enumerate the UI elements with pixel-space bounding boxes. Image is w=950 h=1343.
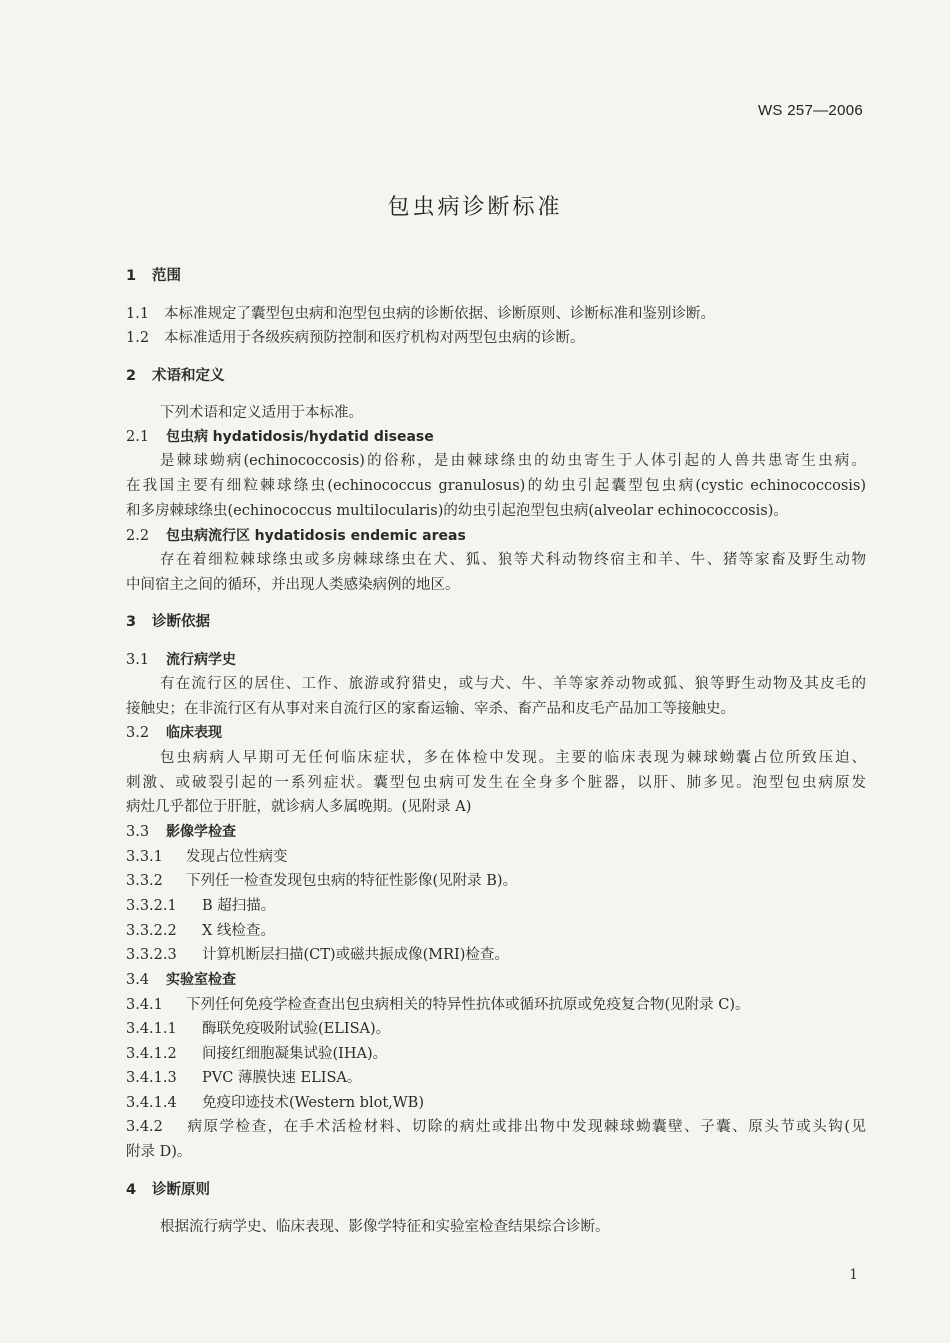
section-1-heading: 1 范围	[126, 268, 181, 284]
section-2-intro: 下列术语和定义适用于本标准。	[160, 405, 363, 421]
clause-3-2-body-line: 包虫病病人早期可无任何临床症状，多在体检中发现。主要的临床表现为棘球蚴囊占位所致压迫、	[160, 750, 866, 766]
clause-3-2-body-line: 病灶几乎都位于肝脏，就诊病人多属晚期。(见附录 A)	[126, 799, 472, 815]
clause-3-3-2-2: 3.3.2.2 X 线检查。	[126, 923, 275, 939]
clause-3-4: 3.4 实验室检查	[126, 972, 236, 988]
section-3-heading: 3 诊断依据	[126, 614, 210, 630]
clause-3-1-body-line: 有在流行区的居住、工作、旅游或狩猎史，或与犬、牛、羊等家养动物或狐、狼等野生动物及其皮毛的	[160, 676, 866, 692]
clause-3-3: 3.3 影像学检查	[126, 824, 236, 840]
clause-2-1-body-line: 是棘球蚴病(echinococcosis)的俗称，是由棘球绦虫的幼虫寄生于人体引起的人兽共患寄生虫病。	[160, 453, 866, 469]
clause-3-4-1-3: 3.4.1.3 PVC 薄膜快速 ELISA。	[126, 1070, 362, 1086]
clause-3-3-2-1: 3.3.2.1 B 超扫描。	[126, 898, 276, 914]
clause-3-4-1: 3.4.1 下列任何免疫学检查查出包虫病相关的特异性抗体或循环抗原或免疫复合物(见附录 C)。	[126, 997, 750, 1013]
clause-3-1: 3.1 流行病学史	[126, 652, 236, 668]
section-4-heading: 4 诊断原则	[126, 1182, 210, 1198]
clause-3-3-2-3: 3.3.2.3 计算机断层扫描(CT)或磁共振成像(MRI)检查。	[126, 947, 509, 963]
clause-3-3-2: 3.3.2 下列任一检查发现包虫病的特征性影像(见附录 B)。	[126, 873, 518, 889]
clause-3-4-1-2: 3.4.1.2 间接红细胞凝集试验(IHA)。	[126, 1046, 388, 1062]
clause-3-2-body-line: 刺激、或破裂引起的一系列症状。囊型包虫病可发生在全身多个脏器，以肝、肺多见。泡型包虫病原发	[126, 775, 866, 791]
clause-3-1-body-line: 接触史；在非流行区有从事对来自流行区的家畜运输、宰杀、畜产品和皮毛产品加工等接触史。	[126, 701, 735, 717]
clause-3-4-2-continuation: 附录 D)。	[126, 1144, 192, 1160]
clause-2-1-body-line: 在我国主要有细粒棘球绦虫(echinococcus granulosus)的幼虫引起囊型包虫病(cystic echinococcosis)	[126, 478, 866, 494]
clause-3-2: 3.2 临床表现	[126, 725, 222, 741]
page-number: 1	[849, 1267, 858, 1283]
clause-3-4-2: 3.4.2 病原学检查，在手术活检材料、切除的病灶或排出物中发现棘球蚴囊壁、子囊、原头节或头钩(见	[126, 1119, 866, 1135]
clause-2-2-body-line: 存在着细粒棘球绦虫或多房棘球绦虫在犬、狐、狼等犬科动物终宿主和羊、牛、猪等家畜及野生动物	[160, 552, 866, 568]
clause-2-1-body-line: 和多房棘球绦虫(echinococcus multilocularis)的幼虫引起泡型包虫病(alveolar echinococcosis)。	[126, 503, 788, 519]
document-title: 包虫病诊断标准	[387, 195, 563, 220]
clause-1-2: 1.2 本标准适用于各级疾病预防控制和医疗机构对两型包虫病的诊断。	[126, 330, 585, 346]
clause-1-1: 1.1 本标准规定了囊型包虫病和泡型包虫病的诊断依据、诊断原则、诊断标准和鉴别诊断。	[126, 306, 715, 322]
clause-2-2-body-line: 中间宿主之间的循环，并出现人类感染病例的地区。	[126, 577, 460, 593]
clause-3-3-1: 3.3.1 发现占位性病变	[126, 849, 288, 865]
document-number: WS 257—2006	[757, 102, 863, 119]
clause-2-1: 2.1 包虫病 hydatidosis/hydatid disease	[126, 429, 434, 445]
section-4-body: 根据流行病学史、临床表现、影像学特征和实验室检查结果综合诊断。	[160, 1219, 610, 1235]
clause-2-2: 2.2 包虫病流行区 hydatidosis endemic areas	[126, 528, 466, 544]
section-2-heading: 2 术语和定义	[126, 368, 225, 384]
clause-3-4-1-1: 3.4.1.1 酶联免疫吸附试验(ELISA)。	[126, 1021, 391, 1037]
clause-3-4-1-4: 3.4.1.4 免疫印迹技术(Western blot,WB)	[126, 1095, 424, 1111]
